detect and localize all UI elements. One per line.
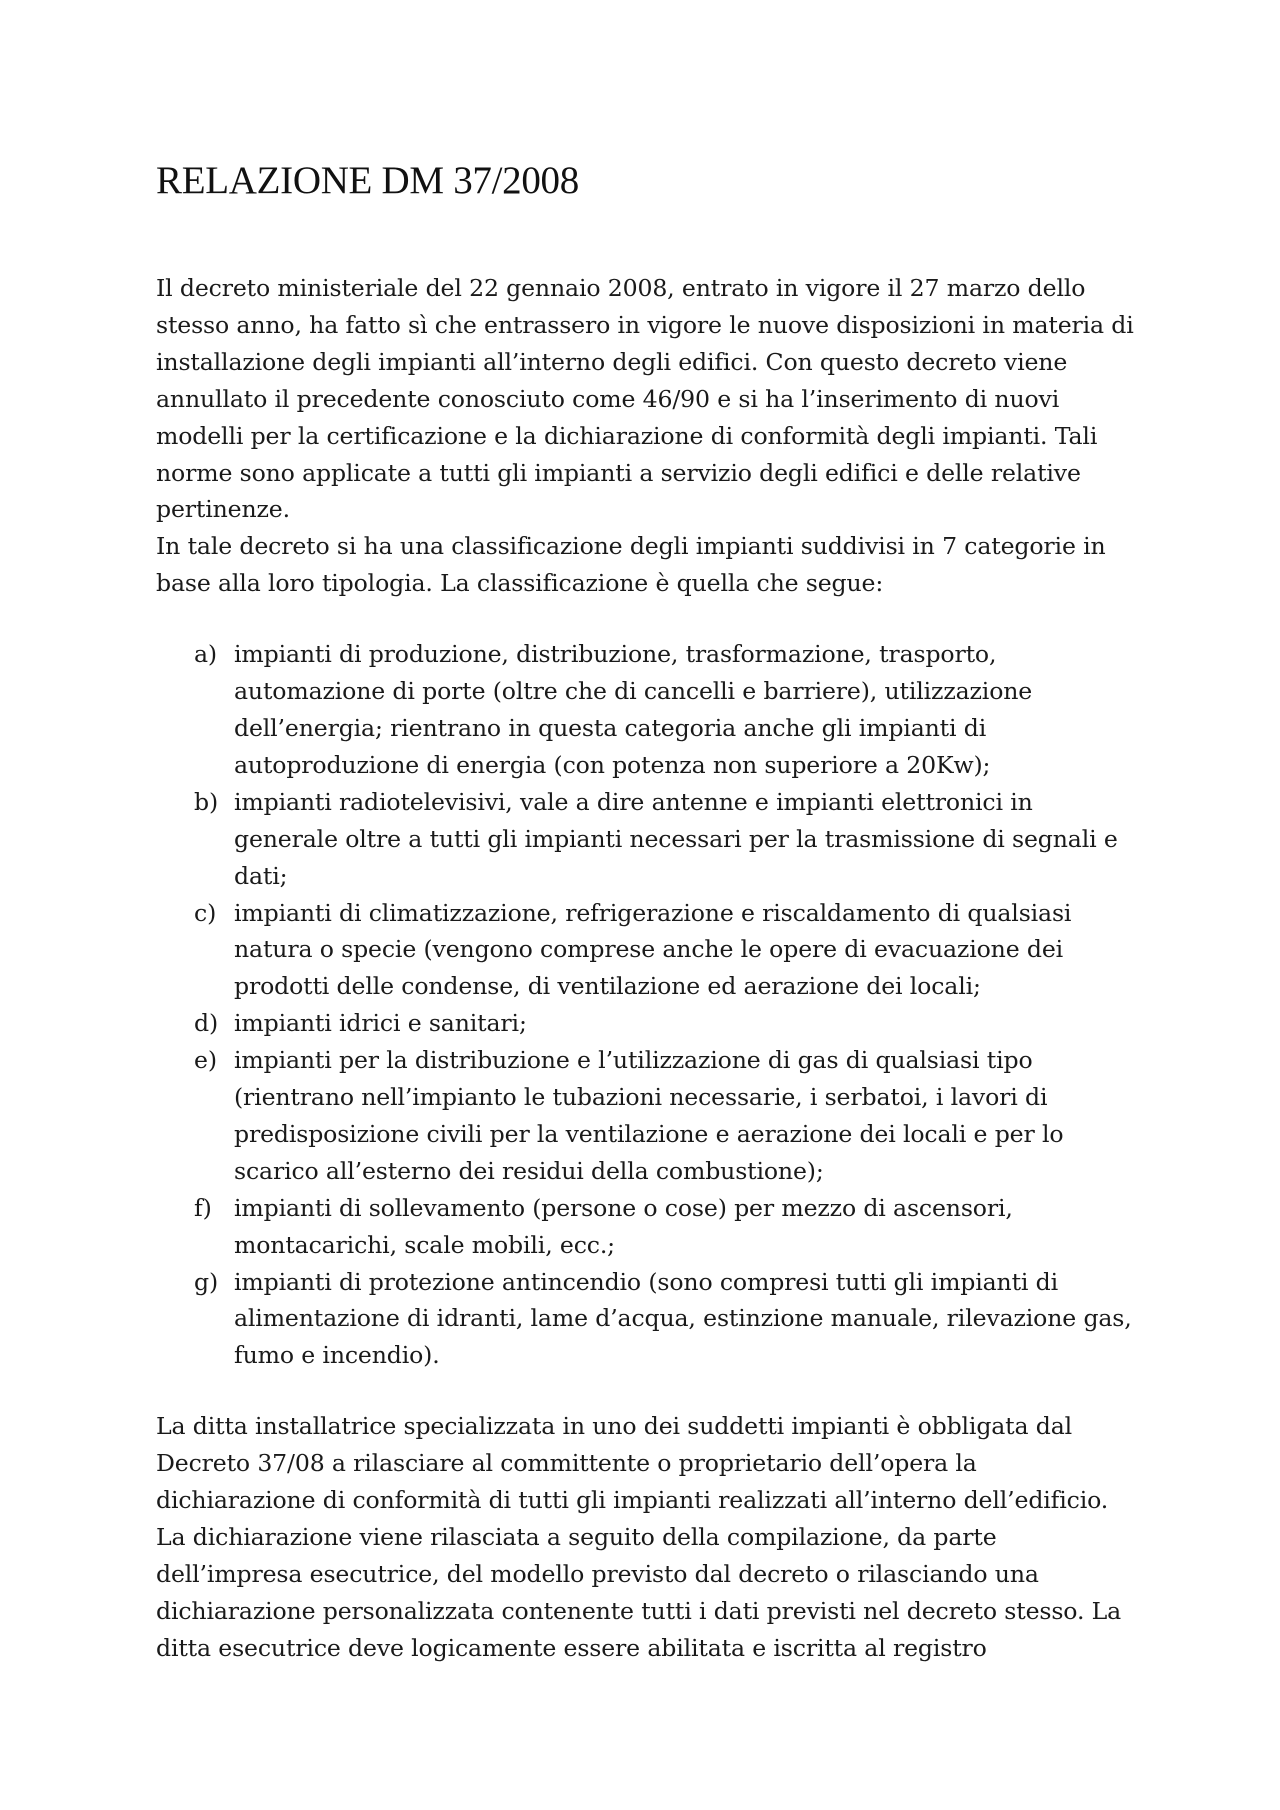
intro-paragraph-2: In tale decreto si ha una classificazione degli impianti suddivisi in 7 categorie in base alla loro tipologia. La classificazione è quella che segue:	[156, 532, 1106, 598]
list-item-text: impianti idrici e sanitari;	[234, 1009, 527, 1038]
list-item	[156, 895, 1136, 1006]
list-marker: c)	[194, 898, 217, 927]
list-marker: b)	[194, 787, 219, 816]
document-page	[156, 158, 1136, 1667]
list-item-text: impianti di sollevamento (persone o cose) per mezzo di ascensori, montacarichi, scale mobili, ecc.;	[234, 1193, 1013, 1259]
list-marker: e)	[194, 1046, 217, 1075]
document-title: RELAZIONE DM 37/2008	[156, 159, 579, 202]
list-marker: f)	[194, 1193, 212, 1222]
list-item	[156, 784, 1136, 895]
list-item	[156, 1042, 1136, 1190]
list-item	[156, 1005, 1136, 1042]
category-list	[156, 636, 1136, 1374]
intro-paragraph-1: Il decreto ministeriale del 22 gennaio 2008, entrato in vigore il 27 marzo dello stesso anno, ha fatto sì che entrassero in vigore le nuove disposizioni in materia di installazione degli impianti all’interno degli edifici. Con questo decreto viene annullato il precedente conosciuto come 46/90 e si ha l’inserimento di nuovi modelli per la certificazione e la dichiarazione di conformità degli impianti. Tali norme sono applicate a tutti gli impianti a servizio degli edifici e delle relative pertinenze.	[156, 274, 1134, 524]
list-item	[156, 1190, 1136, 1264]
list-item-text: impianti di protezione antincendio (sono compresi tutti gli impianti di alimentazione di idranti, lame d’acqua, estinzione manuale, rilevazione gas, fumo e incendio).	[234, 1267, 1132, 1370]
list-item-text: impianti radiotelevisivi, vale a dire antenne e impianti elettronici in generale oltre a tutti gli impianti necessari per la trasmissione di segnali e dati;	[234, 787, 1118, 890]
closing-paragraph: La ditta installatrice specializzata in uno dei suddetti impianti è obbligata dal Decreto 37/08 a rilasciare al committente o proprietario dell’opera la dichiarazione di conformità di tutti gli impianti realizzati all’interno dell’edificio. La dichiarazione viene rilasciata a seguito della compilazione, da parte dell’impresa esecutrice, del modello previsto dal decreto o rilasciando una dichiarazione personalizzata contenente tutti i dati previsti nel decreto stesso. La ditta esecutrice deve logicamente essere abilitata e iscritta al registro	[156, 1412, 1122, 1662]
list-marker: d)	[194, 1009, 219, 1038]
list-item-text: impianti per la distribuzione e l’utilizzazione di gas di qualsiasi tipo (rientrano nell’impianto le tubazioni necessarie, i serbatoi, i lavori di predisposizione civili per la ventilazione e aerazione dei locali e per lo scarico all’esterno dei residui della combustione);	[234, 1046, 1064, 1185]
list-item	[156, 1264, 1136, 1375]
list-item-text: impianti di produzione, distribuzione, trasformazione, trasporto, automazione di porte (oltre che di cancelli e barriere), utilizzazione dell’energia; rientrano in questa categoria anche gli impianti di autoproduzione di energia (con potenza non superiore a 20Kw);	[234, 640, 1033, 779]
list-item-text: impianti di climatizzazione, refrigerazione e riscaldamento di qualsiasi natura o specie (vengono comprese anche le opere di evacuazione dei prodotti delle condense, di ventilazione ed aerazione dei locali;	[234, 898, 1072, 1001]
list-marker: a)	[194, 640, 217, 669]
list-marker: g)	[194, 1267, 219, 1296]
list-item	[156, 636, 1136, 784]
